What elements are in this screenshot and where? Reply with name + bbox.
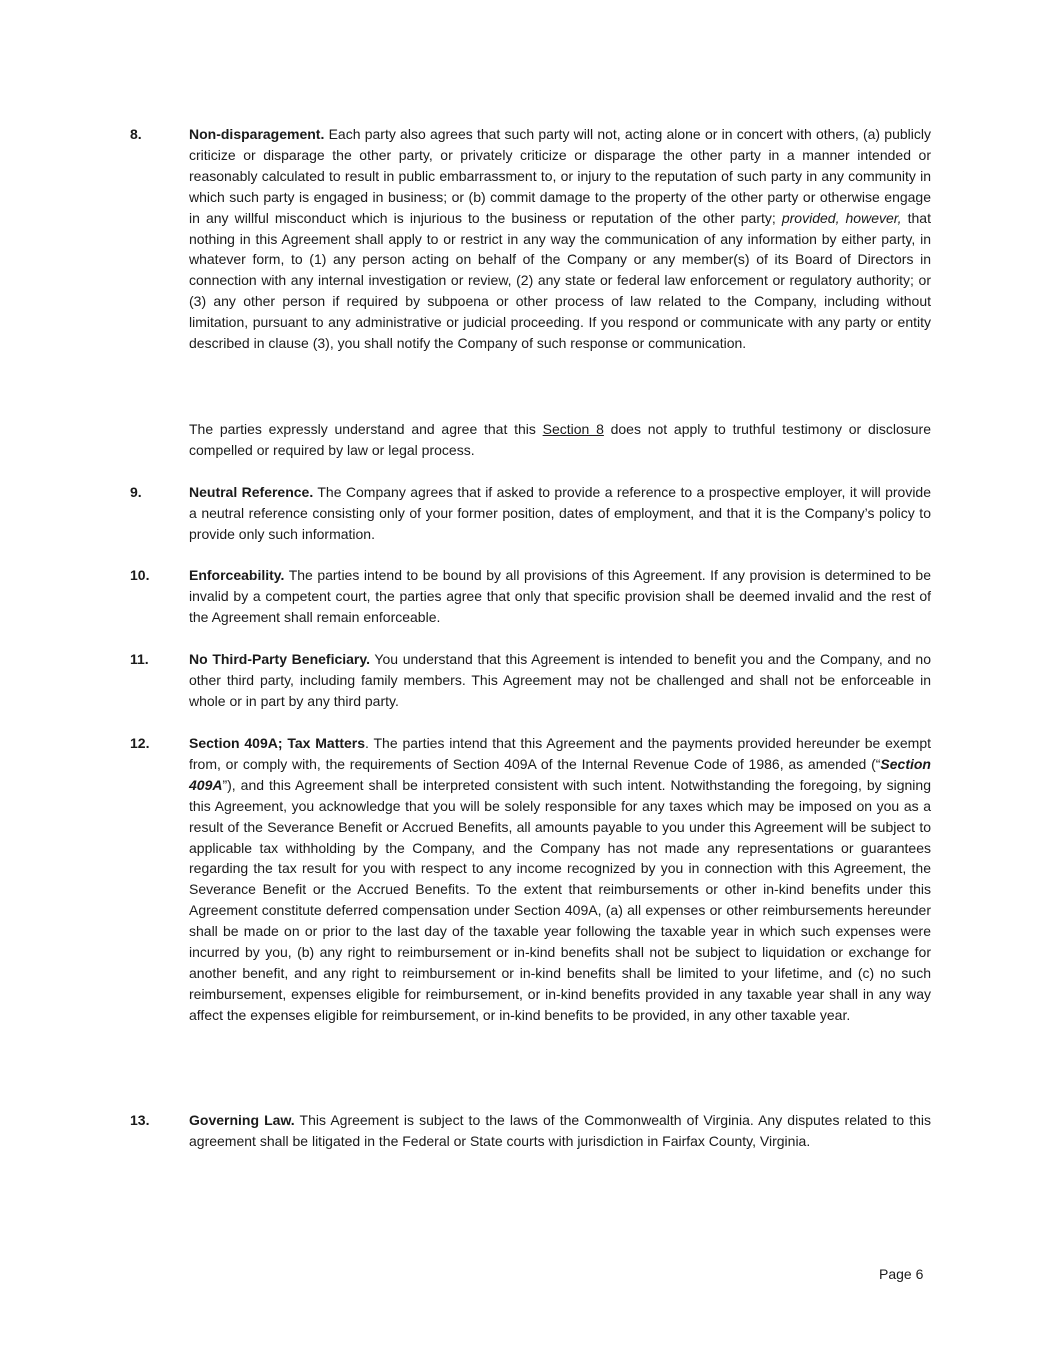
paragraph-text: The parties expressly understand and agree that this [189,421,543,437]
section-text: You understand that this Agreement is intended to benefit you and the Company, and no other third party, including family members. This Agreement may not be challenged and shall not be enforceable in whole or in part by any third party. [189,651,931,709]
section-text: . The parties intend that this Agreement and the payments provided hereunder be exempt from, or comply with, the requirements of Section 409A of the Internal Revenue Code of 1986, as amended (“ [189,735,932,772]
section-text-continued: ”), and this Agreement shall be interpreted consistent with such intent. Notwithstanding the foregoing, by signing this Agreement, you acknowledge that you will be solely responsible for any taxes which may be imposed on you as a result of the Severance Benefit or Accrued Benefits, all amounts payable to you under this Agreement will be subject to applicable tax withholding by the Company, and the Company has not made any representations or guarantees regarding the tax result for you with respect to any income recognized by you in connection with this Agreement, the Severance Benefit or the Accrued Benefits. To the extent that reimbursements or other in-kind benefits under this Agreement constitute deferred compensation under Section 409A, (a) all expenses or other reimbursements hereunder shall be made on or prior to the last day of the taxable year following the taxable year in which such expenses were incurred by you, (b) any right to reimbursement or in-kind benefits shall not be subject to liquidation or exchange for another benefit, and any right to reimbursement or in-kind benefits shall be limited to your lifetime, and (c) no such reimbursement, expenses eligible for reimbursement, or in-kind benefits provided in any taxable year shall in any way affect the expenses eligible for reimbursement, or in-kind benefits to be provided, in any other taxable year. [189,776,931,1023]
section-body [189,419,931,461]
section-number: 11. [130,651,149,667]
section-text: Each party also agrees that such party will not, acting alone or in concert with others, (a) publicly criticize or disparage the other party, or privately criticize or disparage the other party in a manner intended or reasonably calculated to result in public embarrassment to, or injury to the reputation of such party in any community in which such party is engaged in business; or (b) commit damage to the property of the other party or otherwise engage in any willful misconduct which is injurious to the business or reputation of the other party; [189,126,931,226]
defined-term: Section 409A [189,755,931,793]
paragraph-text-continued: does not apply to truthful testimony or disclosure compelled or required by law or legal process. [189,421,931,458]
section-number: 8. [130,126,142,142]
section-body [189,124,931,354]
page-number: Page 6 [879,1266,924,1282]
section-text: The parties intend to be bound by all provisions of this Agreement. If any provision is determined to be invalid by a competent court, the parties agree that only that specific provision shall be deemed invalid and the rest of the Agreement shall remain enforceable. [189,567,931,625]
section-body [189,565,931,628]
section-body [189,482,931,545]
section-heading: Neutral Reference. [189,484,314,500]
section-heading: Enforceability. [189,567,285,583]
section-heading: Section 409A; Tax Matters [189,735,366,751]
section-text: The Company agrees that if asked to provide a reference to a prospective employer, it will provide a neutral reference consisting only of your former position, dates of employment, and that it is the Company’s policy to provide only such information. [189,484,932,542]
section-reference: Section 8 [542,421,604,437]
section-heading: Non-disparagement. [189,126,325,142]
section-heading: No Third-Party Beneficiary. [189,651,371,667]
section-number: 12. [130,735,150,751]
section-italic-text: provided, however, [781,209,902,226]
section-text: This Agreement is subject to the laws of the Commonwealth of Virginia. Any disputes related to this agreement shall be litigated in the Federal or State courts with jurisdiction in Fairfax County, Virginia. [189,1112,931,1149]
section-number: 9. [130,484,142,500]
section-body [189,733,931,1026]
section-heading: Governing Law. [189,1112,295,1128]
section-body [189,1110,931,1152]
section-text-continued: that nothing in this Agreement shall apply to or restrict in any way the communication of any information by either party, in whatever form, to (1) any person acting on behalf of the Company or any member(s) of its Board of Directors in connection with any internal investigation or review, (2) any state or federal law enforcement or regulatory authority; or (3) any other person if required by subpoena or other process of law related to the Company, including without limitation, pursuant to any administrative or judicial proceeding. If you respond or communicate with any party or entity described in clause (3), you shall notify the Company of such response or communication. [189,209,931,352]
section-number: 13. [130,1112,150,1128]
section-body [189,649,931,712]
section-number: 10. [130,567,150,583]
